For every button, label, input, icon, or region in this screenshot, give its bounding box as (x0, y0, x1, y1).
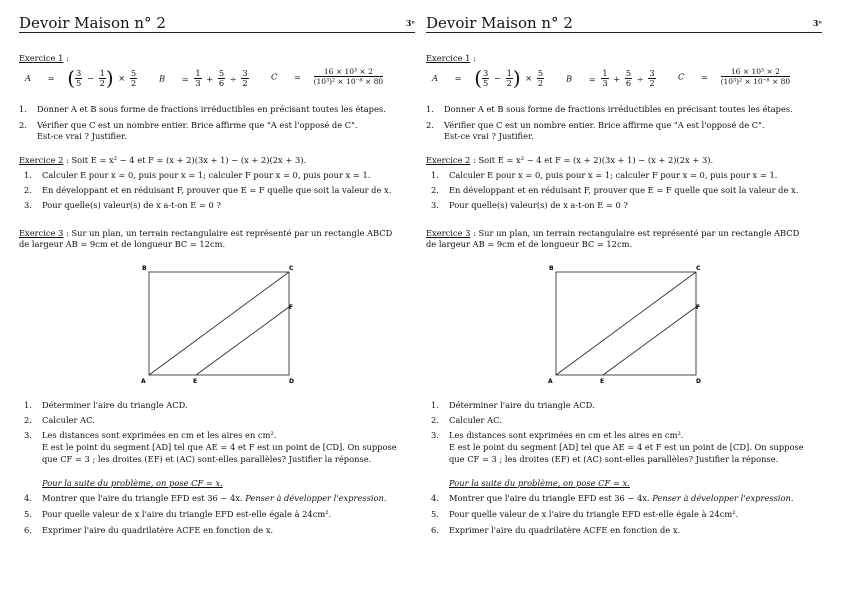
point-label-e: E (600, 378, 605, 385)
expression-B: B = $\frac{1}{3}$ + $\frac{5}{6}$ ÷ $\frac{3}{2}$ (159, 68, 248, 88)
rectangle-figure (137, 262, 327, 390)
ex1-question-1: 1. Donner A et B sous forme de fractions irréductibles en précisant toutes les étapes. (19, 104, 386, 114)
point-label-a: A (141, 378, 146, 385)
point-label-d: D (289, 378, 294, 385)
exercise-3-title: Exercice 3 : Sur un plan, un terrain rectangulaire est représenté par un rectangle ABCD (19, 228, 393, 238)
ex1-question-2-cont: Est-ce vrai ? Justifier. (37, 131, 127, 141)
ex3-question-2: 2. Calculer AC. (24, 415, 95, 425)
ex3-question-3: 3. Les distances sont exprimées en cm et les aires en cm². (24, 430, 277, 440)
ex2-question-1: 1. Calculer E pour x = 0, puis pour x = 1; calculer F pour x = 0, puis pour x = 1. (24, 170, 371, 180)
ex1-question-2: 2. Vérifier que C est un nombre entier. Brice affirme que "A est l'opposé de C". (426, 120, 765, 130)
worksheet-column-left (19, 0, 415, 595)
point-label-a: A (548, 378, 553, 385)
exercise-3-intro-2: de largeur AB = 9cm et de longueur BC = 12cm. (426, 239, 633, 249)
ex3-question-6: 6. Exprimer l'aire du quadrilatère ACFE en fonction de x. (431, 525, 681, 535)
exercise-1-title: Exercice 1 : (19, 53, 69, 63)
expression-A: A = ( $\frac{3}{5}$ − $\frac{1}{2}$ ) × $\frac{5}{2}$ (432, 66, 544, 90)
expression-A: A = ( $\frac{3}{5}$ − $\frac{1}{2}$ ) × $\frac{5}{2}$ (25, 66, 137, 90)
class-level: 3ᵉ (405, 18, 415, 28)
class-level: 3ᵉ (812, 18, 822, 28)
rectangle-figure (544, 262, 734, 390)
point-label-f: F (289, 304, 294, 311)
ex2-question-3: 3. Pour quelle(s) valeur(s) de x a-t-on E = 0 ? (24, 200, 221, 210)
ex1-question-2: 2. Vérifier que C est un nombre entier. Brice affirme que "A est l'opposé de C". (19, 120, 358, 130)
page-header (426, 14, 822, 33)
point-label-c: C (289, 265, 294, 272)
expression-B: B = $\frac{1}{3}$ + $\frac{5}{6}$ ÷ $\frac{3}{2}$ (566, 68, 655, 88)
ex3-question-5: 5. Pour quelle valeur de x l'aire du triangle EFD est-elle égale à 24cm². (24, 509, 332, 519)
point-label-c: C (696, 265, 701, 272)
ex3-question-3-line2: E est le point du segment [AD] tel que AE = 4 et F est un point de [CD]. On suppose (449, 442, 804, 452)
ex1-question-2-cont: Est-ce vrai ? Justifier. (444, 131, 534, 141)
ex3-question-2: 2. Calculer AC. (431, 415, 502, 425)
page-title: Devoir Maison n° 2 (19, 14, 166, 32)
diagonal-ac (556, 272, 696, 375)
ex2-question-1: 1. Calculer E pour x = 0, puis pour x = 1; calculer F pour x = 0, puis pour x = 1. (431, 170, 778, 180)
ex3-question-6: 6. Exprimer l'aire du quadrilatère ACFE en fonction de x. (24, 525, 274, 535)
ex1-question-1: 1. Donner A et B sous forme de fractions irréductibles en précisant toutes les étapes. (426, 104, 793, 114)
worksheet-column-right (426, 0, 822, 595)
ex3-question-1: 1. Déterminer l'aire du triangle ACD. (24, 400, 188, 410)
exercise-1-title: Exercice 1 : (426, 53, 476, 63)
segment-ef (196, 307, 289, 375)
exercise-3-intro-2: de largeur AB = 9cm et de longueur BC = 12cm. (19, 239, 226, 249)
ex3-question-1: 1. Déterminer l'aire du triangle ACD. (431, 400, 595, 410)
ex2-question-2: 2. En développant et en réduisant F, prouver que E = F quelle que soit la valeur de x. (24, 185, 392, 195)
ex3-question-4: 4. Montrer que l'aire du triangle EFD est 36 − 4x. Penser à développer l'expression. (24, 493, 387, 503)
ex3-question-3: 3. Les distances sont exprimées en cm et les aires en cm². (431, 430, 684, 440)
ex2-question-2: 2. En développant et en réduisant F, prouver que E = F quelle que soit la valeur de x. (431, 185, 799, 195)
ex3-question-3-line2: E est le point du segment [AD] tel que AE = 4 et F est un point de [CD]. On suppose (42, 442, 397, 452)
point-label-e: E (193, 378, 198, 385)
ex3-note: Pour la suite du problème, on pose CF = x. (449, 478, 630, 488)
exercise-2-title: Exercice 2 : Soit E = x² − 4 et F = (x + 2)(3x + 1) − (x + 2)(2x + 3). (19, 155, 307, 165)
ex3-note: Pour la suite du problème, on pose CF = x. (42, 478, 223, 488)
ex3-question-3-line3: que CF = 3 ; les droites (EF) et (AC) sont-elles parallèles? Justifier la réponse. (449, 454, 779, 464)
diagonal-ac (149, 272, 289, 375)
ex3-question-5: 5. Pour quelle valeur de x l'aire du triangle EFD est-elle égale à 24cm². (431, 509, 739, 519)
segment-ef (603, 307, 696, 375)
ex3-question-4: 4. Montrer que l'aire du triangle EFD est 36 − 4x. Penser à développer l'expression. (431, 493, 794, 503)
point-label-b: B (549, 265, 554, 272)
exercise-2-title: Exercice 2 : Soit E = x² − 4 et F = (x + 2)(3x + 1) − (x + 2)(2x + 3). (426, 155, 714, 165)
point-label-d: D (696, 378, 701, 385)
point-label-b: B (142, 265, 147, 272)
point-label-f: F (696, 304, 701, 311)
page-header (19, 14, 415, 33)
ex3-question-3-line3: que CF = 3 ; les droites (EF) et (AC) sont-elles parallèles? Justifier la réponse. (42, 454, 372, 464)
ex2-question-3: 3. Pour quelle(s) valeur(s) de x a-t-on E = 0 ? (431, 200, 628, 210)
expression-C: C = $\frac{\text{16 × 10³ × 2}}{\text{(10³)² × 10⁻⁸ × 80}}$ (271, 67, 384, 86)
page-title: Devoir Maison n° 2 (426, 14, 573, 32)
exercise-3-title: Exercice 3 : Sur un plan, un terrain rectangulaire est représenté par un rectangle ABCD (426, 228, 800, 238)
expression-C: C = $\frac{\text{16 × 10³ × 2}}{\text{(10³)² × 10⁻⁸ × 80}}$ (678, 67, 791, 86)
